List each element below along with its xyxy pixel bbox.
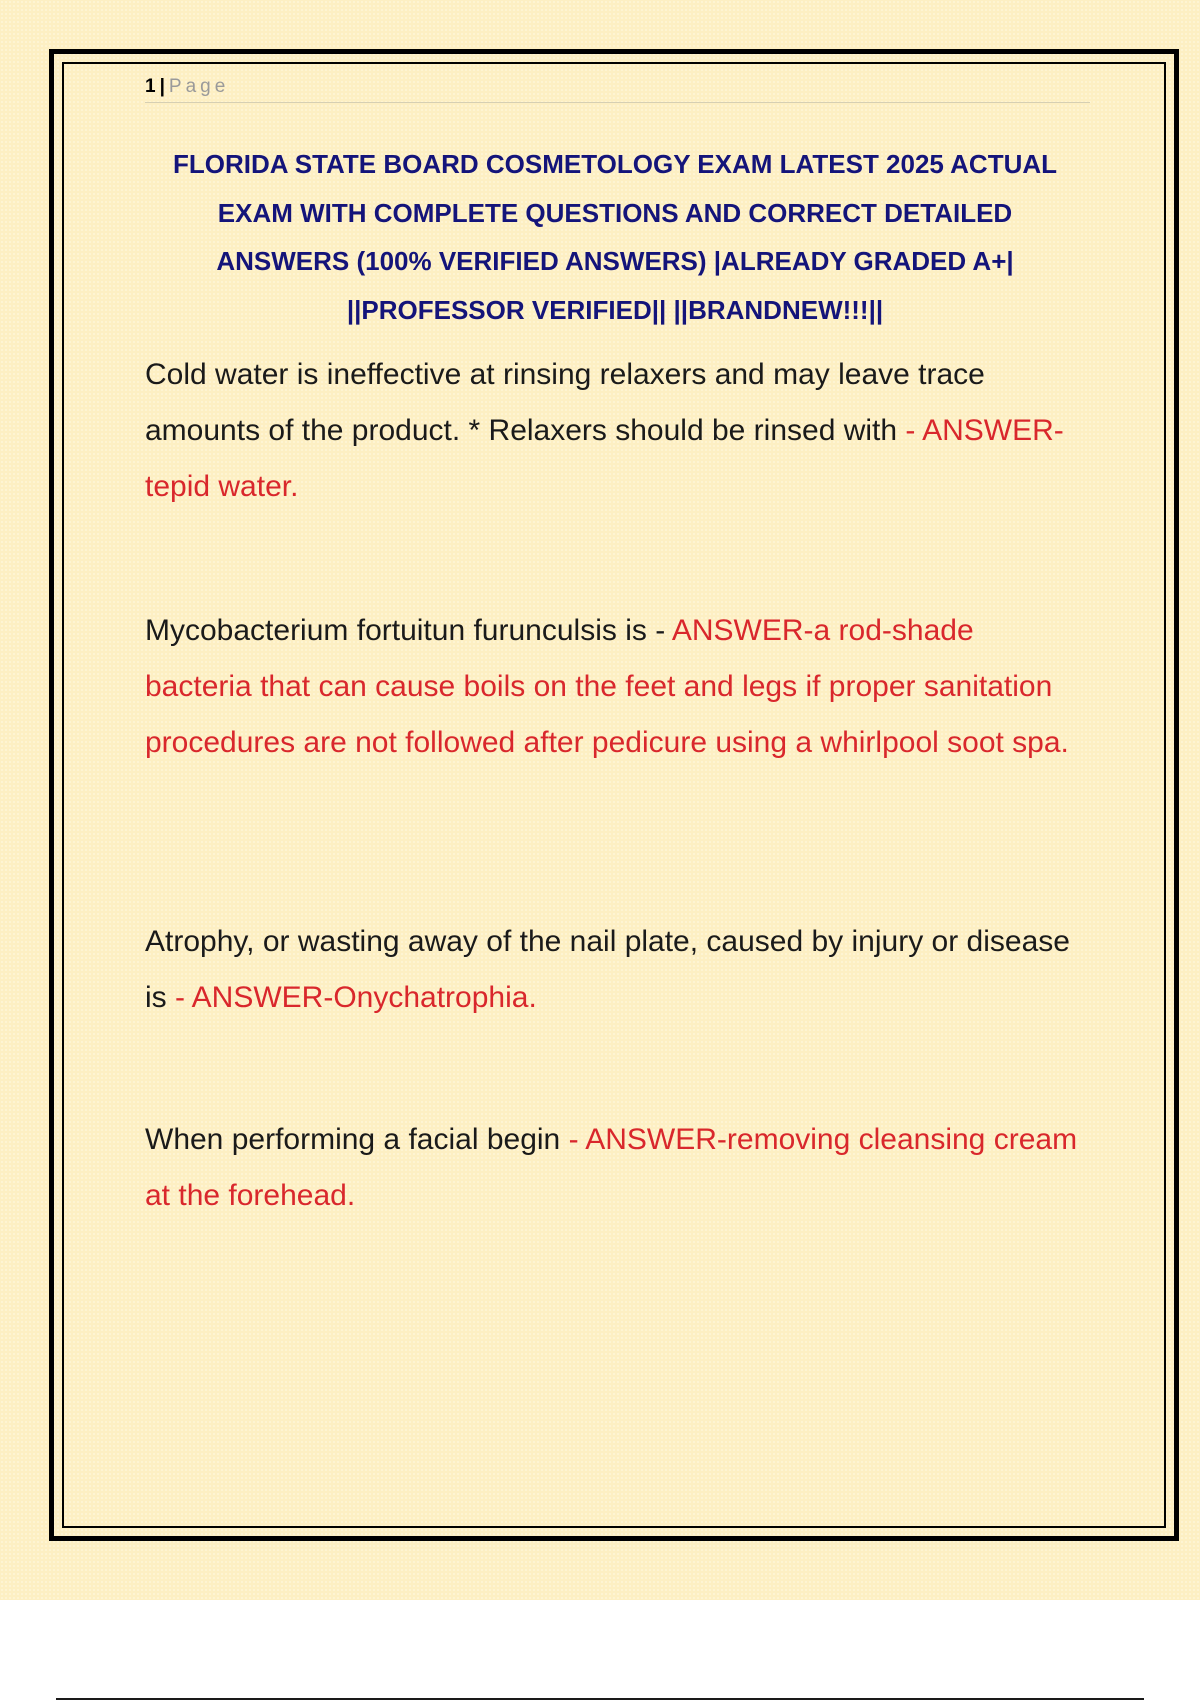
page-number: 1 [145, 76, 156, 97]
question-text: Cold water is ineffective at rinsing relaxers and may leave trace amounts of the product. * Relaxers should be rinsed with [145, 358, 985, 447]
page-header [145, 74, 1090, 103]
answer-text: - ANSWER-Onychatrophia. [175, 981, 537, 1014]
qa-item [145, 603, 1085, 771]
answer-text: - ANSWER-removing cleansing cream at the forehead. [145, 1123, 1078, 1212]
question-text: Atrophy, or wasting away of the nail plate, caused by injury or disease is [145, 925, 1070, 1014]
question-text: Mycobacterium fortuitun furunculsis is - [145, 614, 672, 647]
answer-text: ANSWER-a rod-shade bacteria that can cause boils on the feet and legs if proper sanitation procedures are not followed after pedicure using a whirlpool soot spa. [145, 614, 1069, 759]
qa-item [145, 347, 1085, 515]
page-separator: | [159, 76, 165, 97]
question-text: When performing a facial begin [145, 1123, 569, 1156]
qa-item [145, 1112, 1085, 1224]
answer-text: - ANSWER-tepid water. [145, 414, 1064, 503]
document-title: FLORIDA STATE BOARD COSMETOLOGY EXAM LATEST 2025 ACTUAL EXAM WITH COMPLETE QUESTIONS AND CORRECT DETAILED ANSWERS (100% VERIFIED ANSWERS) |ALREADY GRADED A+| ||PROFESSOR VERIFIED|| ||BRANDNEW!!!|| [172, 149, 1058, 325]
qa-item [145, 914, 1085, 1026]
page-label: Page [168, 76, 230, 97]
